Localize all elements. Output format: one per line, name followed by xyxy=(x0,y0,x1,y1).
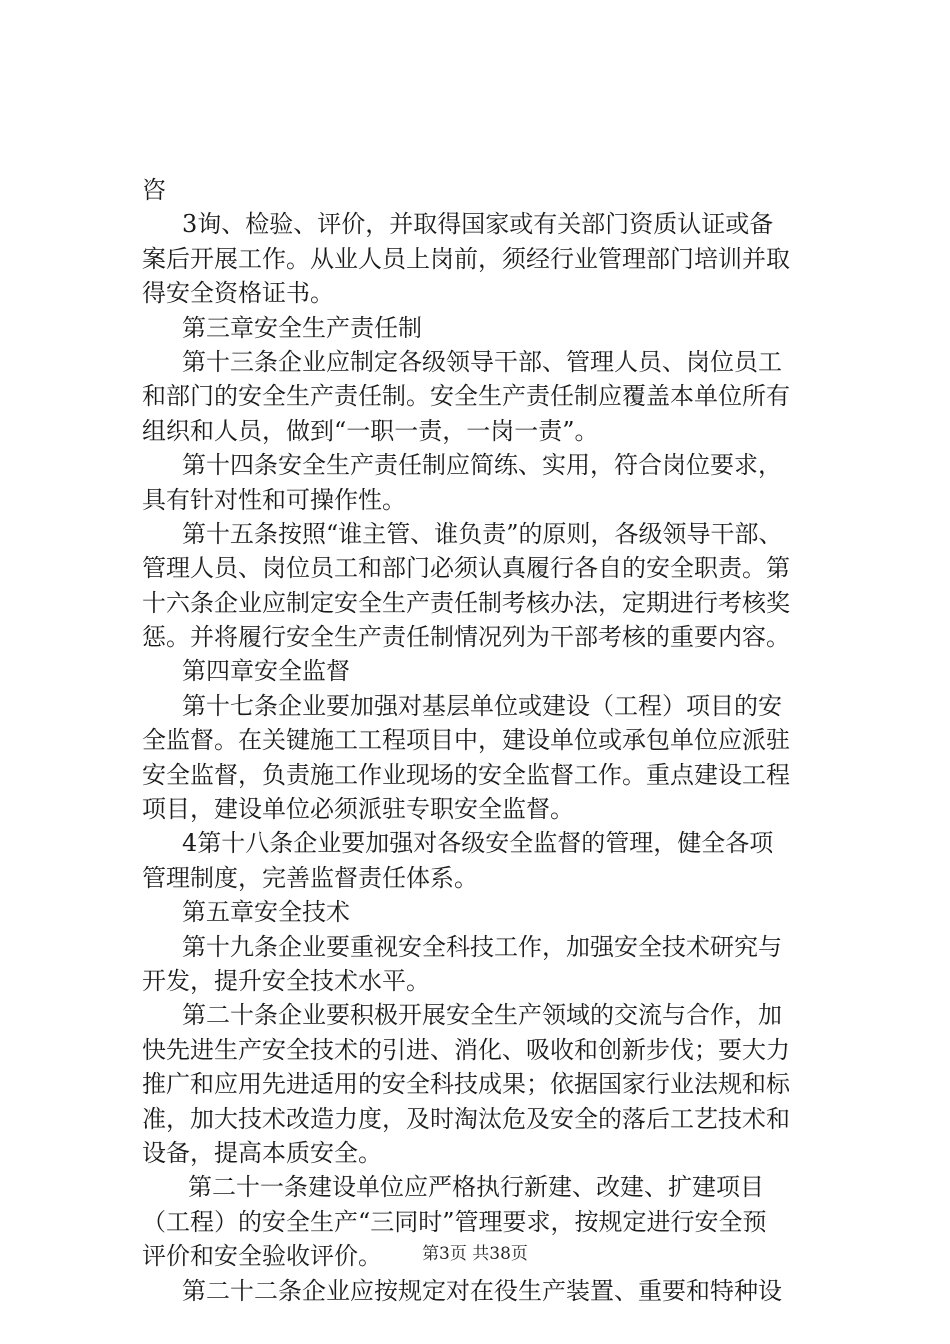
chapter-heading: 第五章安全技术 xyxy=(182,898,350,927)
chapter-heading: 第四章安全监督 xyxy=(182,657,350,686)
text-line: 3询、检验、评价，并取得国家或有关部门资质认证或备 xyxy=(182,210,774,239)
text-line: 案后开展工作。从业人员上岗前，须经行业管理部门培训并取 xyxy=(142,244,790,273)
text-line: 惩。并将履行安全生产责任制情况列为干部考核的重要内容。 xyxy=(142,623,790,652)
text-line: 设备，提高本质安全。 xyxy=(142,1138,382,1167)
text-line: 准，加大技术改造力度，及时淘汰危及安全的落后工艺技术和 xyxy=(142,1104,790,1133)
text-line: 全监督。在关键施工工程项目中，建设单位或承包单位应派驻 xyxy=(142,726,790,755)
text-line: 得安全资格证书。 xyxy=(142,279,334,308)
document-body xyxy=(142,173,832,1308)
text-line: 第十五条按照“谁主管、谁负责”的原则，各级领导干部、 xyxy=(182,519,783,548)
text-line: 第十四条安全生产责任制应简练、实用，符合岗位要求， xyxy=(182,451,782,480)
text-line: 和部门的安全生产责任制。安全生产责任制应覆盖本单位所有 xyxy=(142,382,790,411)
text-line: 第十七条企业要加强对基层单位或建设（工程）项目的安 xyxy=(182,691,782,720)
text-line: 开发，提升安全技术水平。 xyxy=(142,966,430,995)
text-line: 安全监督，负责施工作业现场的安全监督工作。重点建设工程 xyxy=(142,760,790,789)
text-line: 第十九条企业要重视安全科技工作，加强安全技术研究与 xyxy=(182,932,782,961)
text-line: 评价和安全验收评价。 xyxy=(142,1242,382,1271)
text-line: （工程）的安全生产“三同时”管理要求，按规定进行安全预 xyxy=(142,1207,767,1236)
text-line: 第十三条企业应制定各级领导干部、管理人员、岗位员工 xyxy=(182,347,782,376)
text-line: 十六条企业应制定安全生产责任制考核办法，定期进行考核奖 xyxy=(142,588,790,617)
text-line: 第二十一条建设单位应严格执行新建、改建、扩建项目 xyxy=(188,1173,764,1202)
text-line: 推广和应用先进适用的安全科技成果；依据国家行业法规和标 xyxy=(142,1070,790,1099)
text-line: 管理制度，完善监督责任体系。 xyxy=(142,863,478,892)
text-line: 4第十八条企业要加强对各级安全监督的管理，健全各项 xyxy=(182,829,774,858)
text-line: 管理人员、岗位员工和部门必须认真履行各自的安全职责。第 xyxy=(142,554,790,583)
text-line: 组织和人员，做到“一职一责，一岗一责”。 xyxy=(142,416,599,445)
chapter-heading: 第三章安全生产责任制 xyxy=(182,313,422,342)
text-line: 快先进生产安全技术的引进、消化、吸收和创新步伐；要大力 xyxy=(142,1035,790,1064)
page-footer: 第3页 共38页 xyxy=(422,1244,528,1264)
text-line: 第二十二条企业应按规定对在役生产装置、重要和特种设 xyxy=(182,1276,782,1305)
text-line: 第二十条企业要积极开展安全生产领域的交流与合作，加 xyxy=(182,1001,782,1030)
text-line: 咨 xyxy=(142,176,166,204)
text-line: 具有针对性和可操作性。 xyxy=(142,485,406,514)
text-line: 项目，建设单位必须派驻专职安全监督。 xyxy=(142,795,574,824)
